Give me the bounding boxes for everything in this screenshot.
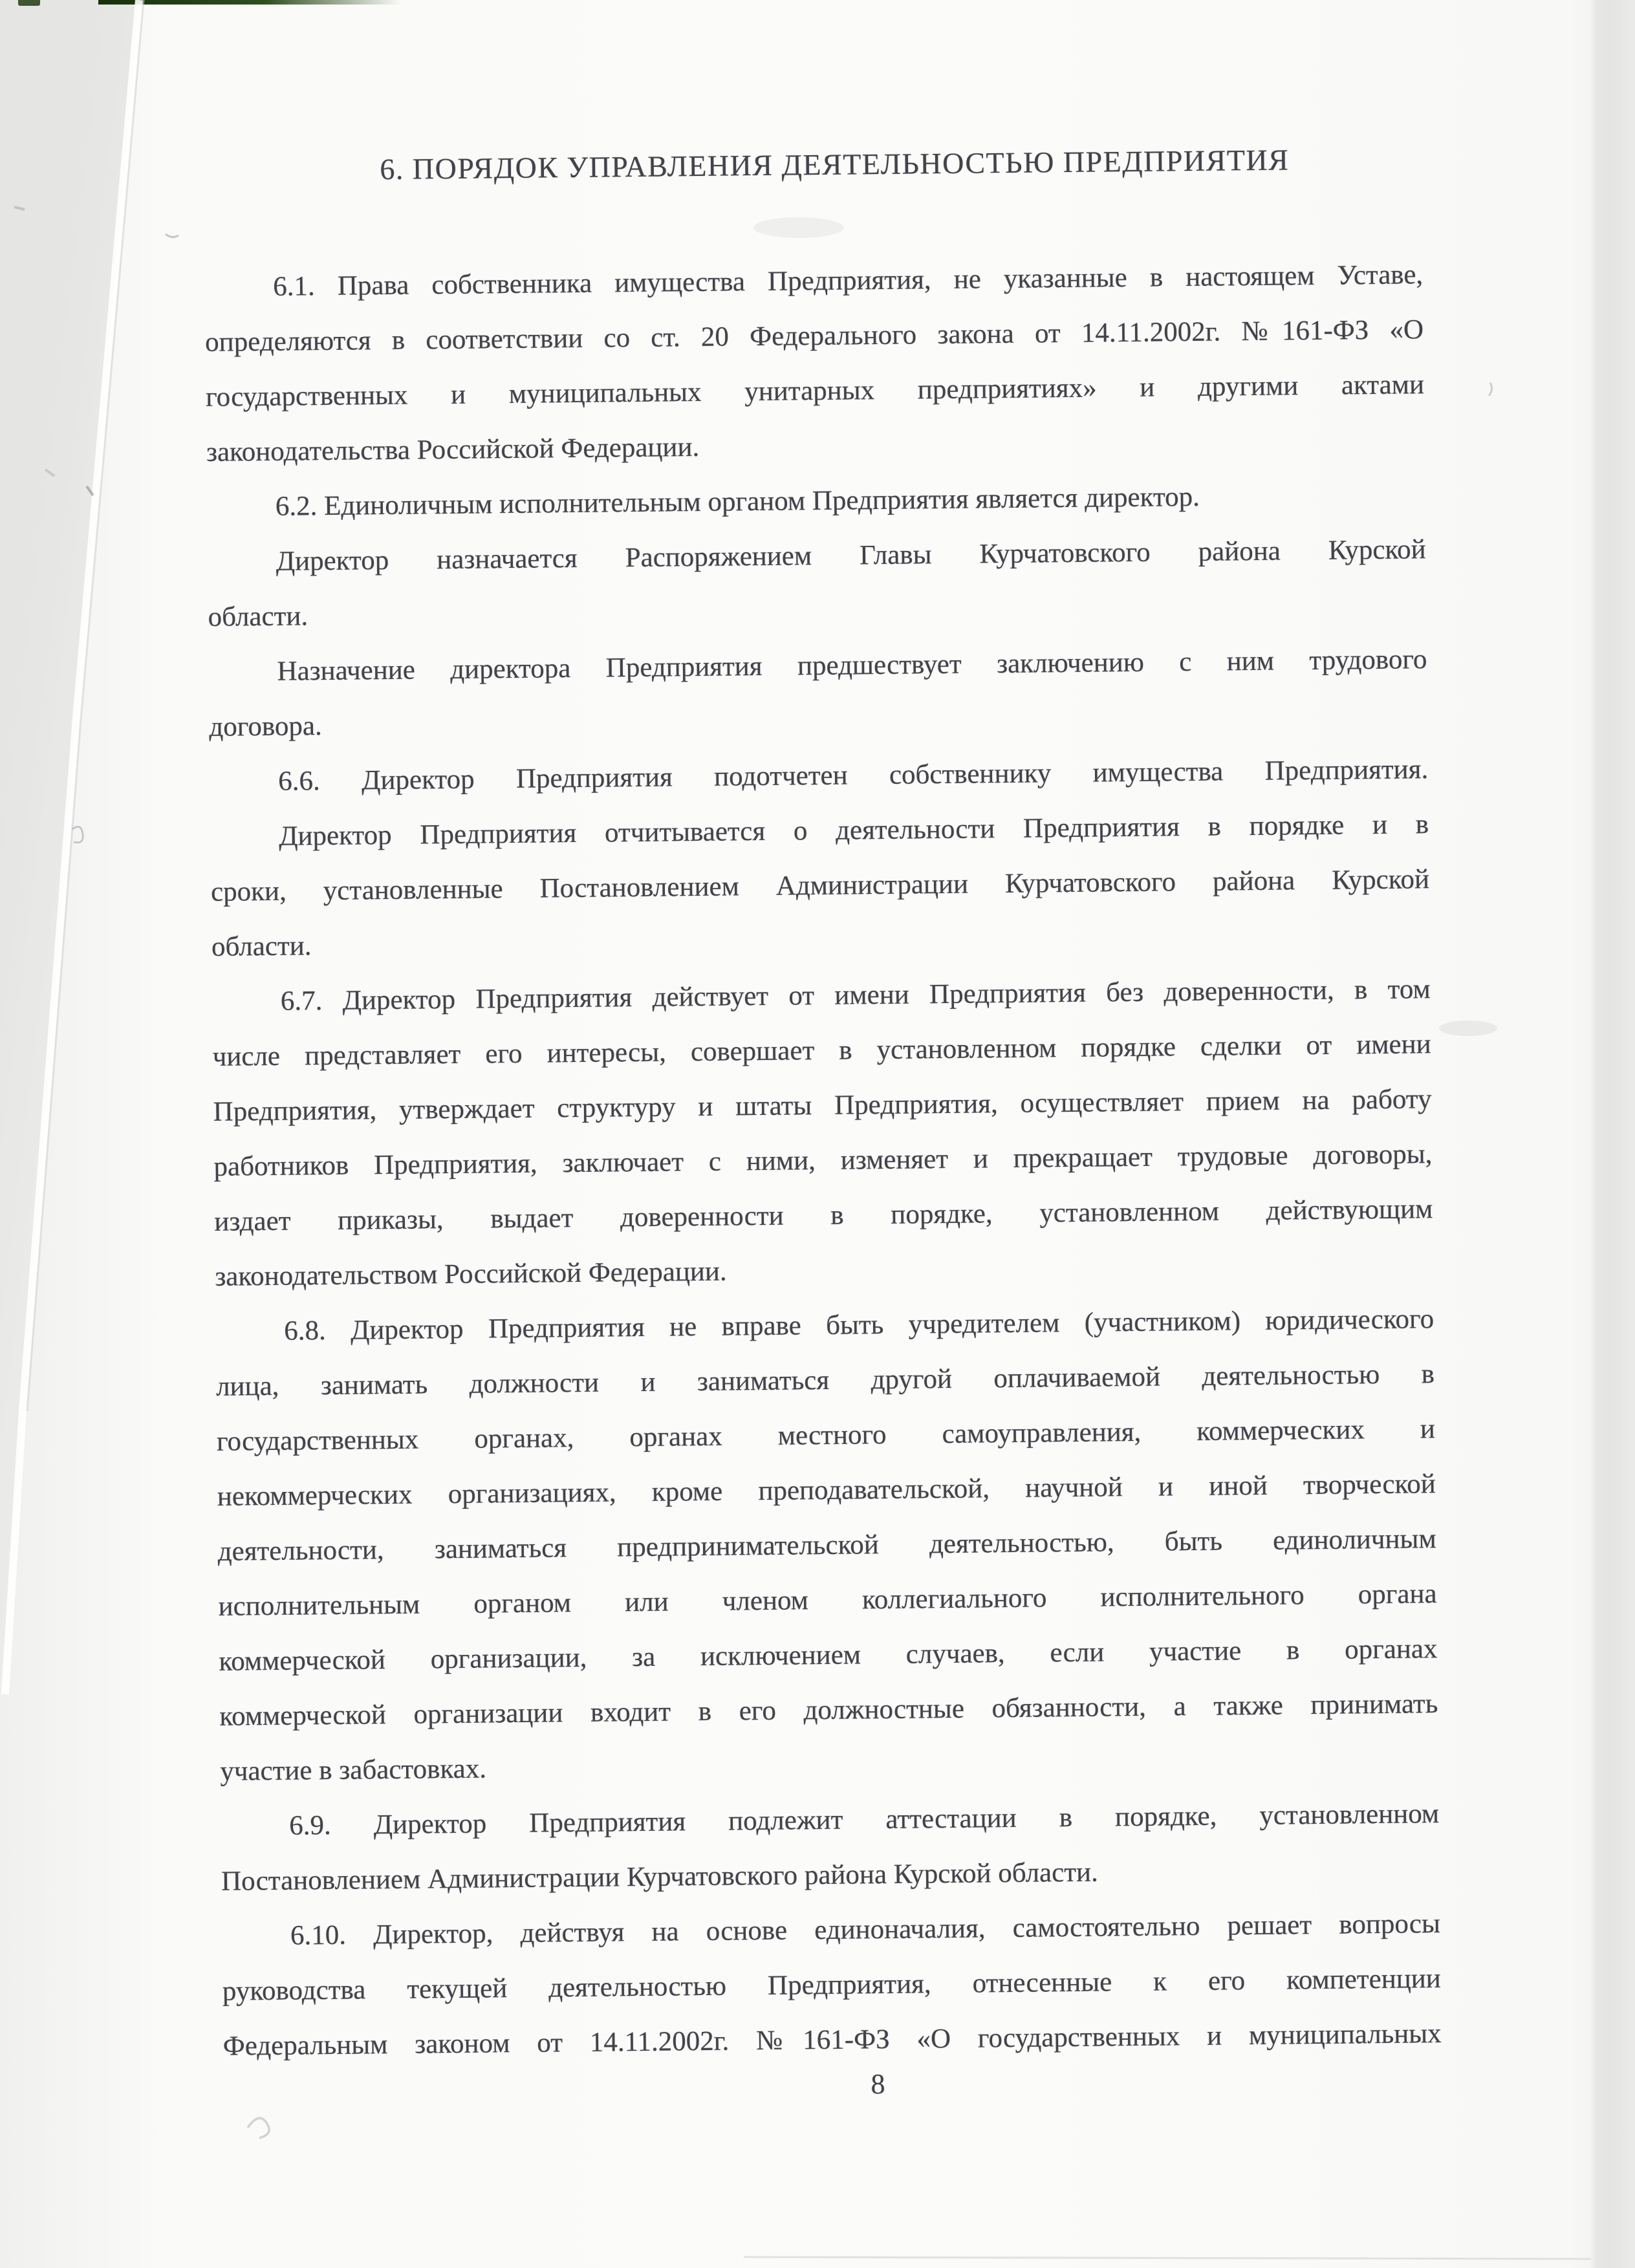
text-line: договора. <box>209 711 322 742</box>
text-line: коммерческой организации входит в его должностные обязанности, а также принимать <box>219 1689 1438 1732</box>
document-text <box>202 0 1444 2268</box>
text-line: коммерческой организации, за исключением случаев, если участие в органах <box>219 1634 1438 1677</box>
document-lines <box>204 247 1442 2074</box>
text-line: Постановлением Администрации Курчатовского района Курской области. <box>221 1857 1098 1897</box>
text-line: законодательства Российской Федерации. <box>206 431 700 468</box>
text-line: работников Предприятия, заключает с ними, изменяет и прекращает трудовые договоры, <box>213 1139 1433 1182</box>
text-line: Предприятия, утверждает структуру и штаты Предприятия, осуществляет прием на работу <box>213 1084 1432 1127</box>
text-line: 6.8. Директор Предприятия не вправе быть учредителем (участником) юридического <box>283 1304 1435 1346</box>
text-line: области. <box>211 931 312 962</box>
text-line: издает приказы, выдает доверенности в порядке, установленном действующим <box>214 1194 1433 1237</box>
text-line: государственных органах, органах местного самоуправления, коммерческих и <box>216 1414 1436 1457</box>
text-line: исполнительным органом или членом коллегиального исполнительного органа <box>218 1579 1437 1622</box>
text-line: Директор Предприятия отчитывается о деятельности Предприятия в порядке и в <box>278 809 1429 852</box>
text-line: законодательством Российской Федерации. <box>215 1256 727 1292</box>
text-line: сроки, установленные Постановлением Администрации Курчатовского района Курской <box>210 864 1430 907</box>
text-line: лица, занимать должности и заниматься другой оплачиваемой деятельностью в <box>215 1359 1435 1402</box>
text-line: деятельности, заниматься предпринимательской деятельностью, быть единоличным <box>217 1524 1436 1567</box>
text-line: руководства текущей деятельностью Предприятия, отнесенные к его компетенции <box>222 1963 1442 2007</box>
section-heading: 6. ПОРЯДОК УПРАВЛЕНИЯ ДЕЯТЕЛЬНОСТЬЮ ПРЕДПРИЯТИЯ <box>380 143 1290 186</box>
text-line: Директор назначается Распоряжением Главы Курчатовского района Курской <box>276 534 1426 577</box>
text-line: 6.6. Директор Предприятия подотчетен собственнику имущества Предприятия. <box>278 754 1429 797</box>
text-line: Назначение директора Предприятия предшествует заключению с ним трудового <box>277 644 1427 687</box>
text-line: 6.1. Права собственника имущества Предприятия, не указанные в настоящем Уставе, <box>273 259 1424 302</box>
text-line: государственных и муниципальных унитарных предприятиях» и другими актами <box>205 369 1425 413</box>
text-line: участие в забастовках. <box>220 1753 487 1787</box>
text-line: числе представляет его интересы, совершает в установленном порядке сделки от имени <box>212 1029 1431 1072</box>
text-line: Федеральным законом от 14.11.2002г. №161-ФЗ «О государственных и муниципальных <box>222 2018 1442 2062</box>
text-line: 6.9. Директор Предприятия подлежит аттестации в порядке, установленном <box>288 1798 1440 1841</box>
text-line: 6.10. Директор, действуя на основе единоначалия, самостоятельно решает вопросы <box>290 1908 1441 1951</box>
text-line: 6.2. Единоличным исполнительным органом Предприятия является директор. <box>275 481 1200 522</box>
page-number: 8 <box>871 2068 885 2101</box>
text-line: 6.7. Директор Предприятия действует от имени Предприятия без доверенности, в том <box>280 974 1431 1017</box>
text-line: некоммерческих организациях, кроме преподавательской, научной и иной творческой <box>217 1469 1436 1512</box>
text-line: области. <box>208 601 309 632</box>
text-line: определяются в соответствии со ст. 20 Федерального закона от 14.11.2002г. №161-ФЗ «О <box>204 314 1424 358</box>
